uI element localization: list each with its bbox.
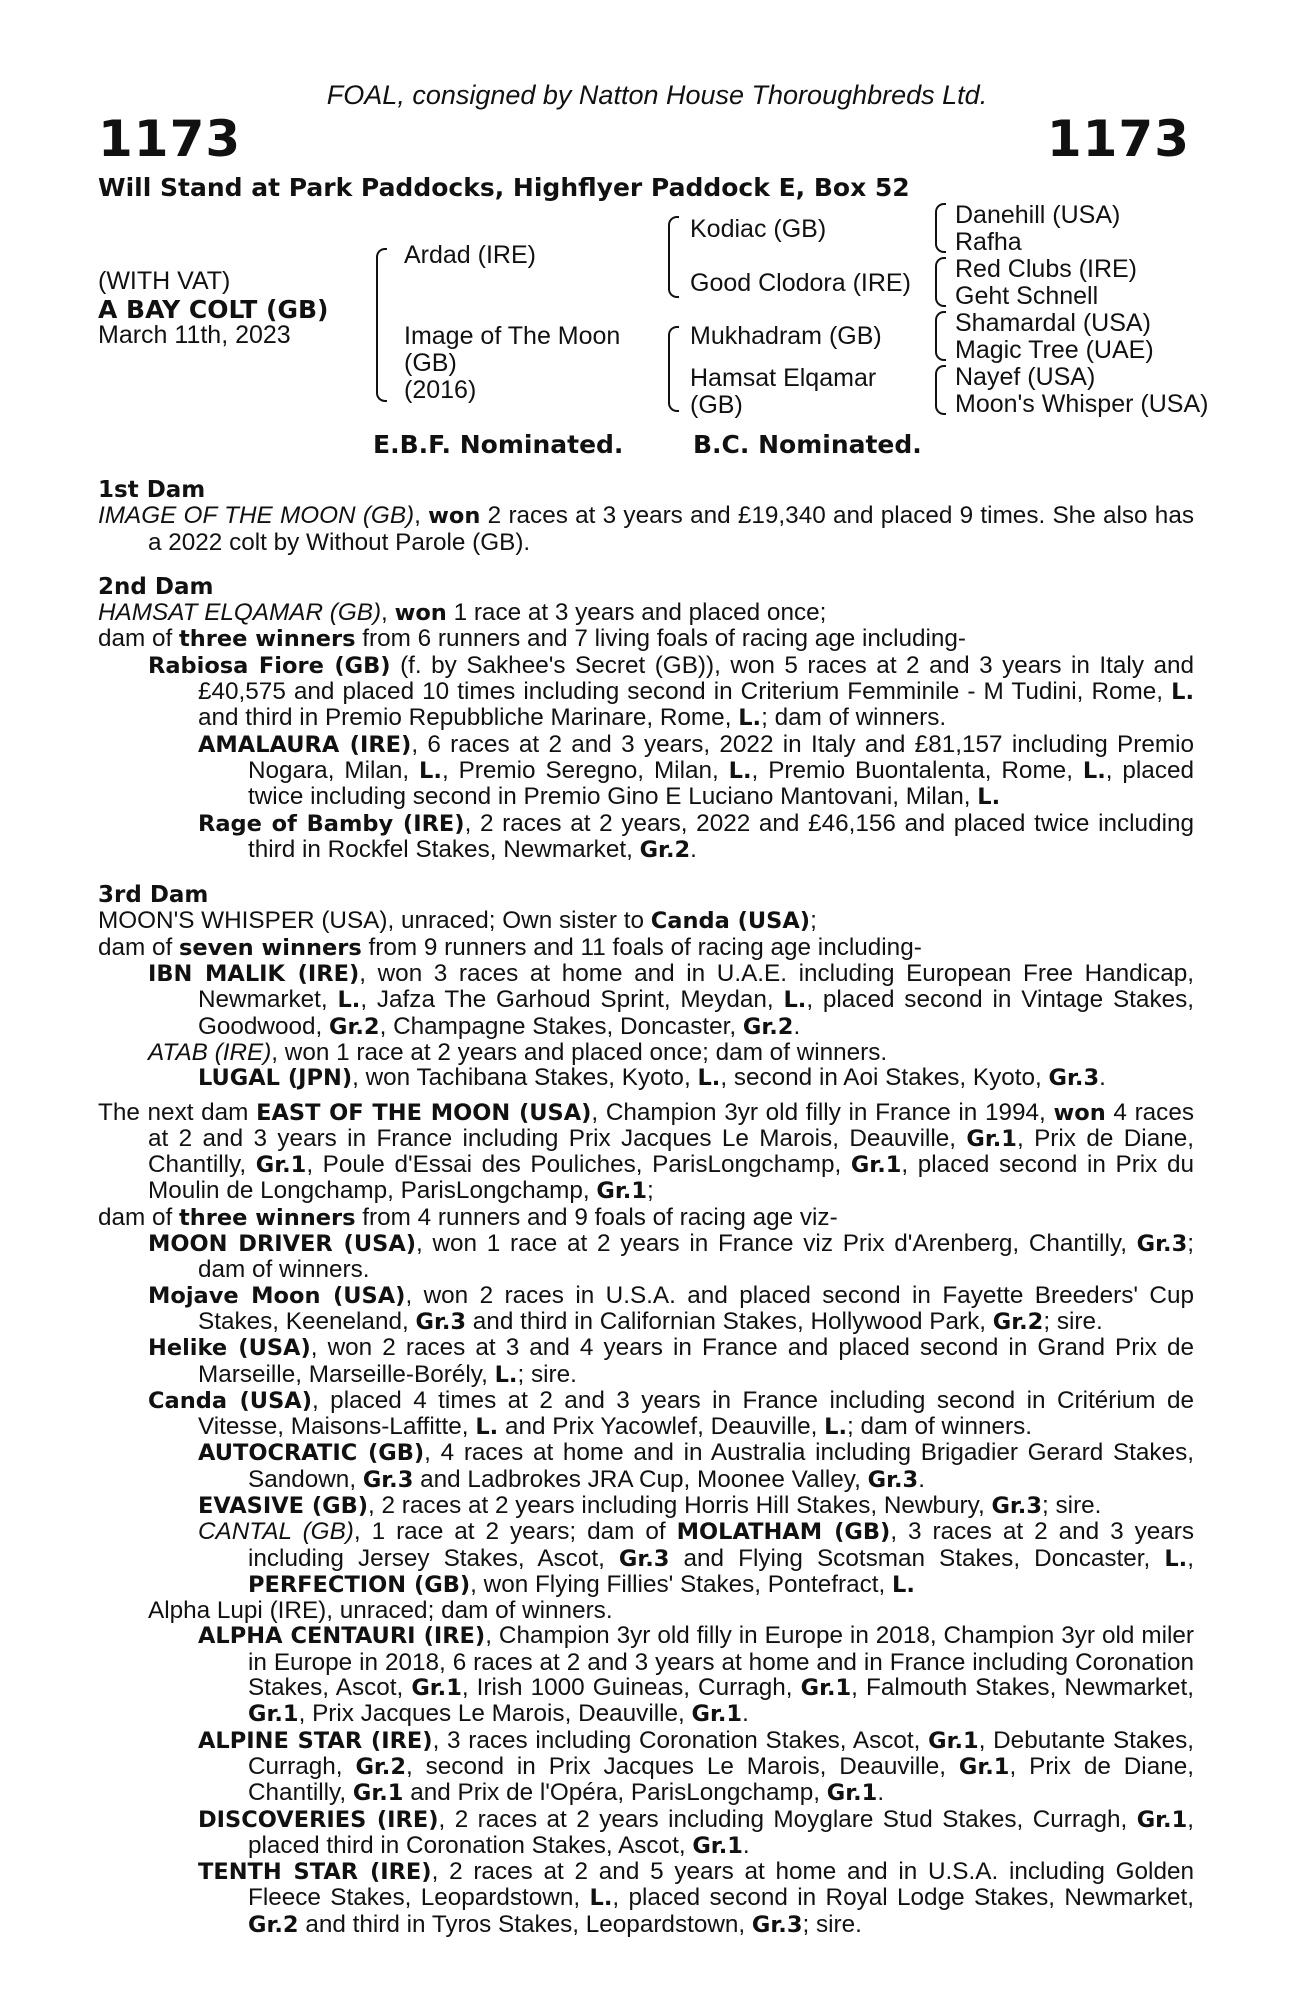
text: and third in Premio Repubbliche Marinare, Rome, [198, 704, 739, 732]
text: ; [646, 1177, 654, 1205]
produce-rabiosa-fiore [98, 653, 1194, 732]
horse-name: Mojave Moon (USA) [148, 1282, 406, 1309]
text: , placed second in Vintage Stakes, Goodwood, [198, 986, 1195, 1040]
winners-count: seven winners [179, 934, 362, 961]
grade: Gr.1 [966, 1125, 1017, 1152]
grade: Gr.3 [1136, 1231, 1188, 1258]
grade: L. [1171, 679, 1194, 706]
text: . [877, 1779, 885, 1807]
second-dam-record: HAMSAT ELQAMAR (GB), won 1 race at 3 years and placed once; [98, 599, 827, 627]
grade: Gr.1 [958, 1753, 1010, 1780]
produce-alpha-centauri [98, 1623, 1194, 1727]
grade: Gr.2 [992, 1308, 1044, 1335]
pedigree-dds: Nayef (USA) [955, 363, 1096, 391]
pedigree-brace [935, 257, 946, 307]
text: , 6 races at 2 and 3 years, 2022 in Italy and £81,157 including Premio Nogara, Milan, [248, 730, 1194, 784]
grade: Gr.3 [867, 1466, 919, 1493]
text: , Irish 1000 Guineas, Curragh, [461, 1674, 801, 1702]
pedigree-dss: Shamardal (USA) [955, 309, 1151, 337]
grade: Gr.1 [352, 1780, 404, 1807]
text: , 3 races at 2 and 3 years including Jersey Stakes, Ascot, [248, 1518, 1194, 1572]
pedigree-dam-line2: (GB) [404, 349, 457, 377]
horse-name: Rabiosa Fiore (GB) [148, 652, 391, 679]
vat-note: (WITH VAT) [98, 267, 231, 295]
produce-autocratic [98, 1440, 1194, 1493]
produce-mojave-moon [98, 1283, 1194, 1336]
text: , Prix Jacques Le Marois, Deauville, [298, 1700, 692, 1728]
produce-alpine-star [98, 1728, 1194, 1807]
won-label: won [1053, 1099, 1106, 1126]
pedigree-brace [935, 365, 946, 415]
text: , Premio Buontalenta, Rome, [751, 756, 1083, 784]
grade: Gr.1 [1136, 1806, 1188, 1833]
next-dam-produce-summary [98, 1205, 1194, 1231]
text: , Jafza The Garhoud Sprint, Meydan, [360, 986, 784, 1014]
text: from 6 runners and 7 living foals of racing age including- [355, 625, 967, 653]
text: dam of [98, 933, 180, 961]
third-dam-heading: 3rd Dam [98, 882, 209, 909]
text: . [742, 1831, 750, 1859]
text: dam of [98, 1203, 180, 1231]
produce-lugal [98, 1065, 1194, 1091]
horse-name: DISCOVERIES (IRE) [198, 1806, 439, 1833]
grade: Gr.2 [329, 1013, 380, 1040]
text: 4 races at 2 and 3 years in France including Prix Jacques Le Marois, Deauville, [148, 1098, 1194, 1152]
text: , won 3 races at home and in U.A.E. including European Free Handicap, Newmarket, [198, 960, 1194, 1014]
won-label: won [394, 600, 447, 627]
next-dam-record [98, 1100, 1194, 1205]
grade: Gr.1 [596, 1178, 647, 1205]
bc-nomination: B.C. Nominated. [693, 430, 922, 459]
grade: Gr.2 [355, 1753, 406, 1780]
text: . [793, 1012, 801, 1040]
text: and third in Californian Stakes, Hollywood Park, [466, 1307, 993, 1335]
pedigree-sire-dam: Good Clodora (IRE) [690, 269, 911, 297]
horse-name: CANTAL (GB) [198, 1518, 354, 1546]
pedigree-brace [935, 203, 946, 253]
produce-atab [98, 1040, 1194, 1065]
text: , 2 races at 2 years including Moyglare Stud Stakes, Curragh, [438, 1805, 1137, 1833]
horse-name: ALPHA CENTAURI (IRE) [198, 1623, 486, 1650]
pedigree-ssd: Rafha [955, 228, 1022, 256]
ebf-nomination: E.B.F. Nominated. [373, 430, 624, 459]
text: , won 1 race at 2 years in France viz Prix d'Arenberg, Chantilly, [416, 1230, 1137, 1258]
dam-name: IMAGE OF THE MOON (GB) [98, 502, 415, 530]
grade: L. [475, 1414, 499, 1441]
text: , won 2 races in U.S.A. and placed second in Fayette Breeders' Cup Stakes, Keeneland, [198, 1281, 1194, 1335]
grade: Gr.3 [751, 1911, 803, 1938]
horse-name: LUGAL (JPN) [198, 1065, 353, 1092]
pedigree-sdd: Geht Schnell [955, 282, 1099, 310]
pedigree-brace [668, 216, 679, 298]
first-dam-heading: 1st Dam [98, 477, 206, 503]
grade: Gr.3 [415, 1308, 467, 1335]
first-dam-record: IMAGE OF THE MOON (GB), won 2 races at 3 years and £19,340 and placed 9 times. She also has a 2022 colt by Without Parole (GB). [98, 502, 1194, 556]
grade: Gr.1 [255, 1152, 307, 1179]
text: , Debutante Stakes, Curragh, [248, 1726, 1194, 1780]
pedigree-dsd: Magic Tree (UAE) [955, 336, 1154, 364]
horse-name: EVASIVE (GB) [198, 1492, 369, 1519]
text: , 1 race at 2 years; dam of [353, 1518, 677, 1546]
produce-amalaura [98, 732, 1194, 811]
pedigree-sds: Red Clubs (IRE) [955, 255, 1137, 283]
horse-name: MOON DRIVER (USA) [148, 1231, 417, 1258]
produce-alpha-lupi: Alpha Lupi (IRE), unraced; dam of winners. [148, 1597, 613, 1625]
horse-name: Helike (USA) [148, 1335, 311, 1362]
grade: Gr.3 [618, 1545, 670, 1572]
text: . [918, 1465, 925, 1493]
text: . [1099, 1064, 1106, 1092]
produce-discoveries [98, 1807, 1194, 1860]
text: and Ladbrokes JRA Cup, Moonee Valley, [413, 1465, 868, 1493]
text: , 2 races at 2 years including Horris Hill Stakes, Newbury, [368, 1491, 992, 1519]
text: (f. by Sakhee's Secret (GB)), won 5 races at 2 and 3 years in Italy and £40,575 and placed 10 times including second in Criterium Femminile - M Tudini, Rome, [198, 651, 1194, 706]
text: , Falmouth Stakes, Newmarket, [851, 1674, 1194, 1702]
horse-name: ALPINE STAR (IRE) [198, 1727, 433, 1754]
text: and Prix de l'Opéra, ParisLongchamp, [403, 1779, 827, 1807]
text: , 4 races at home and in Australia including Brigadier Gerard Stakes, Sandown, [248, 1439, 1194, 1493]
text: and Prix Yacowlef, Deauville, [498, 1413, 825, 1441]
grade: Gr.1 [248, 1701, 299, 1728]
horse-name: ATAB (IRE) [148, 1038, 272, 1066]
produce-helike [98, 1335, 1194, 1388]
grade: Gr.1 [826, 1780, 878, 1807]
text: , Prix de Diane, Chantilly, [148, 1124, 1194, 1179]
text: , placed third in Coronation Stakes, Ascot, [248, 1805, 1195, 1859]
text: , Prix de Diane, Chantilly, [248, 1752, 1194, 1807]
grade: L. [892, 1571, 915, 1598]
text: The next dam [98, 1098, 257, 1126]
text: , second in Aoi Stakes, Kyoto, [720, 1064, 1049, 1092]
produce-rage-of-bamby [98, 811, 1194, 864]
grade: Gr.1 [928, 1727, 979, 1754]
text: , won Flying Fillies' Stakes, Pontefract, [470, 1570, 893, 1598]
grade: Gr.2 [248, 1911, 299, 1938]
text: from 4 runners and 9 foals of racing age viz- [355, 1203, 838, 1231]
second-dam-heading: 2nd Dam [98, 573, 214, 600]
pedigree-brace [935, 311, 946, 361]
text: ; dam of winners. [198, 1230, 1194, 1284]
horse-dob: March 11th, 2023 [98, 321, 291, 349]
text: , second in Prix Jacques Le Marois, Deauville, [406, 1752, 959, 1780]
catalogue-body [98, 478, 1194, 1938]
record-text: 2 races at 3 years and £19,340 and placed 9 times. She also has a 2022 colt by Without Parole (GB). [148, 502, 1194, 556]
text: , placed second in Prix du Moulin de Longchamp, ParisLongchamp, [148, 1151, 1194, 1205]
grade: L. [697, 1065, 721, 1092]
pedigree-dam-line1: Image of The Moon [404, 322, 621, 350]
pedigree-dam-line3: (2016) [404, 376, 477, 404]
grade: L. [494, 1361, 518, 1388]
text: , 2 races at 2 and 5 years at home and in U.S.A. including Golden Fleece Stakes, Leopardstown, [248, 1858, 1194, 1912]
produce-canda [98, 1388, 1194, 1441]
horse-name: Rage of Bamby (IRE) [198, 810, 465, 837]
produce-evasive [98, 1493, 1194, 1519]
text: , placed twice including second in Premio Gino E Luciano Mantovani, Milan, [248, 756, 1194, 811]
grade: Gr.3 [1048, 1065, 1100, 1092]
produce-ibn-malik [98, 961, 1194, 1040]
grade: Gr.3 [362, 1466, 414, 1493]
horse-name: Canda (USA) [650, 908, 811, 935]
third-dam-produce-summary [98, 935, 1194, 961]
text: , 3 races including Coronation Stakes, Ascot, [432, 1726, 929, 1754]
produce-moon-driver [98, 1231, 1194, 1283]
text: MOON'S WHISPER (USA), unraced; Own sister to [98, 907, 651, 935]
horse-name: Canda (USA) [148, 1387, 312, 1414]
produce-tenth-star [98, 1859, 1194, 1938]
grade: Gr.3 [991, 1492, 1043, 1519]
text: , won Tachibana Stakes, Kyoto, [352, 1064, 698, 1092]
text: , 2 races at 2 years, 2022 and £46,156 and placed twice including third in Rockfel Stakes, Newmarket, [248, 809, 1194, 863]
text: , won 1 race at 2 years and placed once; dam of winners. [271, 1038, 888, 1066]
horse-name: IBN MALIK (IRE) [148, 961, 360, 988]
third-dam-record [98, 908, 1194, 934]
pedigree-sire-sire: Kodiac (GB) [690, 215, 827, 243]
produce-cantal: CANTAL (GB), 1 race at 2 years; dam of MOLATHAM (GB), 3 races at 2 and 3 years including Jersey Stakes, Ascot, Gr.3 and Flying Scotsman Stakes, Doncaster, L., PERFECTION (GB), won Flying Fillies' Stakes, Pontefract, L. [198, 1518, 1194, 1598]
pedigree-ddd: Moon's Whisper (USA) [955, 390, 1209, 418]
record-text: 1 race at 3 years and placed once; [446, 599, 827, 627]
grade: L. [728, 757, 752, 784]
text: , Champion 3yr old filly in Europe in 2018, Champion 3yr old miler in Europe in 2018, 6 races at 2 and 3 years at home and in France including Coronation Stakes, Ascot, [248, 1622, 1194, 1702]
text: , Poule d'Essai des Pouliches, ParisLongchamp, [306, 1151, 851, 1179]
grade: L. [977, 784, 1001, 811]
winners-count: three winners [179, 626, 356, 653]
pedigree-dam-dam-line1: Hamsat Elqamar [690, 364, 877, 392]
text: , Champagne Stakes, Doncaster, [379, 1012, 743, 1040]
grade: Gr.1 [692, 1832, 743, 1859]
grade: L. [589, 1885, 613, 1912]
grade: L. [738, 705, 762, 732]
pedigree-dam-dam-line2: (GB) [690, 391, 743, 419]
text: from 9 runners and 11 foals of racing age including- [361, 933, 922, 961]
grade: Gr.2 [639, 836, 691, 863]
text: ; sire. [1043, 1307, 1103, 1335]
lot-number-right: 1173 [1046, 110, 1190, 168]
grade: Gr.1 [800, 1675, 852, 1702]
grade: L. [419, 757, 442, 784]
text: ; dam of winners. [847, 1413, 1033, 1441]
pedigree-brace [376, 248, 387, 402]
grade: Gr.1 [691, 1701, 743, 1728]
grade: Gr.1 [850, 1152, 902, 1179]
text: ; [810, 907, 817, 935]
text: , placed 4 times at 2 and 3 years in France including second in Critérium de Vitesse, Maisons-Laffitte, [198, 1386, 1194, 1441]
horse-name: EAST OF THE MOON (USA) [256, 1099, 592, 1126]
pedigree-sss: Danehill (USA) [955, 201, 1121, 229]
dam-name: HAMSAT ELQAMAR (GB) [98, 599, 382, 627]
grade: L. [337, 987, 361, 1014]
text: , won 2 races at 3 and 4 years in France and placed second in Grand Prix de Marseille, Marseille-Borély, [198, 1334, 1194, 1388]
second-dam-produce-summary [98, 626, 1194, 652]
grade: L. [824, 1414, 848, 1441]
pedigree-brace [668, 326, 679, 412]
text: and third in Tyros Stakes, Leopardstown, [298, 1910, 752, 1938]
text: ; dam of winners. [761, 704, 947, 732]
horse-name: A BAY COLT (GB) [98, 295, 329, 324]
pedigree-dam-sire: Mukhadram (GB) [690, 322, 882, 350]
text: ; sire. [1042, 1491, 1102, 1519]
consignment-line: FOAL, consigned by Natton House Thoroughbreds Ltd. [326, 80, 988, 110]
text: . [690, 835, 697, 863]
grade: L. [783, 987, 807, 1014]
grade: Gr.1 [411, 1675, 462, 1702]
grade: L. [1164, 1545, 1188, 1572]
grade: L. [1082, 757, 1106, 784]
winners-count: three winners [179, 1204, 356, 1231]
stand-location: Will Stand at Park Paddocks, Highflyer Paddock E, Box 52 [98, 173, 910, 202]
horse-name: TENTH STAR (IRE) [198, 1859, 432, 1886]
won-label: won [428, 503, 481, 530]
text: , Premio Seregno, Milan, [441, 756, 729, 784]
text: dam of [98, 625, 180, 653]
text: ; sire. [802, 1910, 862, 1938]
text: , Champion 3yr old filly in France in 1994, [591, 1098, 1054, 1126]
text: . [742, 1700, 749, 1728]
horse-name: MOLATHAM (GB) [676, 1519, 891, 1546]
lot-number-left: 1173 [98, 110, 242, 168]
text: and Flying Scotsman Stakes, Doncaster, [669, 1544, 1165, 1572]
text: , placed second in Royal Lodge Stakes, Newmarket, [612, 1884, 1194, 1912]
text: ; sire. [517, 1360, 577, 1388]
horse-name: PERFECTION (GB) [248, 1571, 471, 1598]
grade: Gr.2 [742, 1013, 794, 1040]
horse-name: AUTOCRATIC (GB) [198, 1440, 425, 1467]
horse-name: AMALAURA (IRE) [198, 731, 412, 758]
pedigree-sire: Ardad (IRE) [404, 241, 536, 269]
